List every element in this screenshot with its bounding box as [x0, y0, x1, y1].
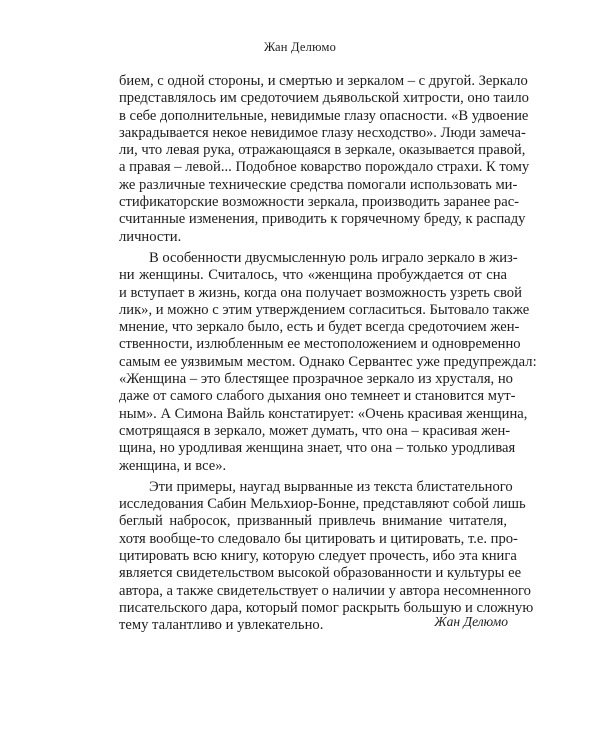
body-text — [119, 73, 537, 635]
text-line: писательского дара, который помог раскрыть большую и сложную — [119, 599, 534, 616]
text-line: исследования Сабин Мельхиор-Бонне, представляют собой лишь — [119, 496, 526, 513]
text-line: В особенности двусмысленную роль играло зеркало в жиз- — [149, 249, 518, 266]
text-line: хотя вообще-то следовало бы цитировать и цитировать, т.е. про- — [119, 530, 518, 547]
text-line: автора, а также свидетельствует о наличии у автора несомненного — [119, 582, 531, 599]
running-head: Жан Делюмо — [263, 40, 337, 54]
text-line: самым ее уязвимым местом. Однако Сервантес уже предупреждал: — [119, 353, 537, 370]
text-line: мнение, что зеркало было, есть и будет всегда средоточием жен- — [119, 319, 520, 336]
text-line: Эти примеры, наугад вырванные из текста блистательного — [149, 478, 513, 495]
text-line: закрадывается некое невидимое глазу несходство». Люди замеча- — [119, 124, 526, 141]
paragraph — [119, 478, 534, 635]
text-line: «Женщина – это блестящее прозрачное зеркало из хрусталя, но — [119, 371, 513, 388]
text-line: смотрящаяся в зеркало, может думать, что она – красивая жен- — [119, 422, 511, 439]
text-line: беглый набросок, призванный привлечь внимание читателя, — [119, 513, 507, 530]
text-line: цитировать всю книгу, которую следует прочесть, ибо эта книга — [119, 548, 517, 565]
text-line: тему талантливо и увлекательно. — [119, 617, 324, 634]
text-line: считанные изменения, приводить к горячечному бреду, к распаду — [119, 211, 526, 228]
text-line: же различные технические средства помогали использовать ми- — [119, 176, 518, 193]
text-line: ственности, излюбленным ее местоположением и одновременно — [119, 336, 521, 353]
text-line: и вступает в жизнь, когда она получает возможность узреть свой — [119, 284, 522, 301]
text-line: является свидетельством высокой образованности и культуры ее — [119, 565, 522, 582]
text-line: бием, с одной стороны, и смертью и зеркалом – с другой. Зеркало — [119, 73, 528, 89]
text-line: представлялось им средоточием дьявольской хитрости, оно таило — [119, 90, 529, 107]
text-line: лик», и можно с этим утверждением согласиться. Бытовало также — [119, 301, 530, 318]
text-line: в себе дополнительные, невидимые глазу опасности. «В удвоение — [119, 107, 529, 124]
text-line: личности. — [119, 228, 182, 245]
text-line: ли, что левая рука, отражающаяся в зеркале, оказывается правой, — [119, 142, 526, 159]
paragraph — [119, 249, 537, 475]
text-line: а правая – левой... Подобное коварство порождало страхи. К тому — [119, 159, 530, 176]
text-line: щина, но уродливая женщина знает, что она – только уродливая — [119, 440, 516, 457]
text-line: даже от самого слабого дыхания оно темнеет и становится мут- — [119, 388, 516, 405]
author-signature: Жан Делюмо — [434, 614, 508, 629]
text-line: стификаторские возможности зеркала, производить заранее рас- — [119, 194, 520, 211]
text-line: ни женщины. Считалось, что «женщина пробуждается от сна — [119, 267, 507, 284]
text-line: женщина, и все». — [119, 457, 227, 474]
text-line: ным». А Симона Вайль констатирует: «Очень красивая женщина, — [119, 405, 528, 422]
paragraph — [119, 73, 530, 246]
